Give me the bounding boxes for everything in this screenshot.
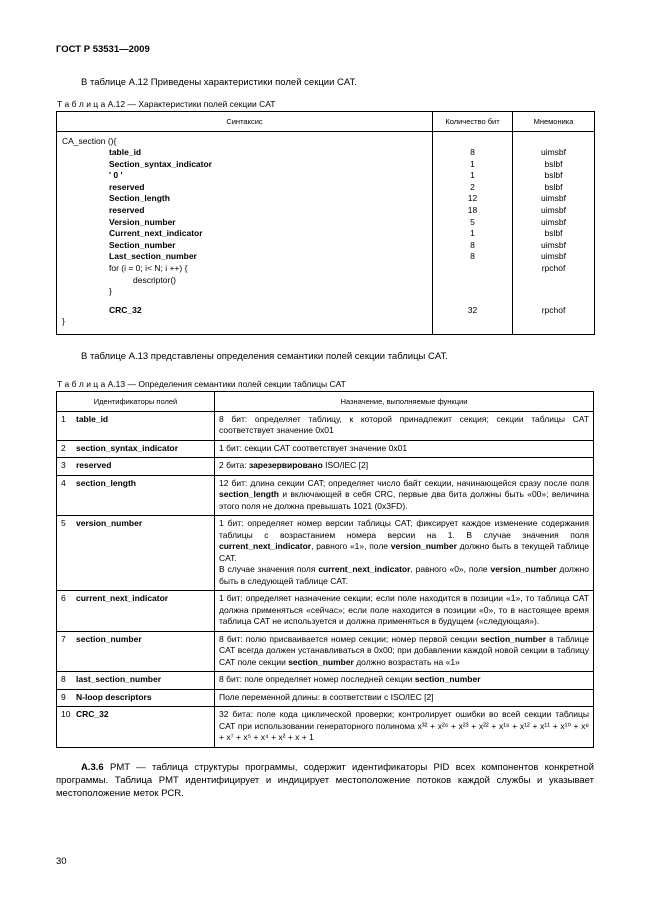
field-name: table_id bbox=[76, 413, 109, 424]
description-cell: 2 бита: зарезервировано ISO/IEC [2] bbox=[215, 458, 594, 476]
bits-cell bbox=[433, 286, 513, 298]
syntax-cell: reserved bbox=[109, 205, 145, 216]
bits-cell: 12 bbox=[433, 193, 513, 205]
mnemonic-cell: uimsbf bbox=[513, 251, 595, 263]
description-cell: 8 бит: полю присваивается номер секции; номер первой секции section_number в таблице CAT всегда должен устанавливаться в 0x00; при добавлении каждой новой секции в таблицу CAT поле секции section_number должно возрастать на «1» bbox=[215, 631, 594, 672]
column-header-function: Назначение, выполняемые функции bbox=[215, 391, 594, 411]
syntax-cell: table_id bbox=[109, 147, 142, 158]
table-a12-header-row bbox=[57, 111, 595, 131]
page-number: 30 bbox=[56, 856, 67, 867]
row-number: 9 bbox=[61, 691, 66, 702]
table-row bbox=[57, 205, 595, 217]
field-name-cell bbox=[57, 411, 215, 440]
field-name-cell bbox=[57, 458, 215, 476]
table-a13-header-row bbox=[57, 391, 594, 411]
table-row bbox=[57, 263, 595, 275]
row-number: 8 bbox=[61, 674, 66, 684]
field-name-cell bbox=[57, 475, 215, 516]
mnemonic-cell: rpchof bbox=[513, 263, 595, 275]
field-name: section_length bbox=[76, 477, 136, 488]
syntax-cell: descriptor() bbox=[133, 274, 176, 285]
mnemonic-cell: uimsbf bbox=[513, 240, 595, 252]
bits-cell: 5 bbox=[433, 217, 513, 229]
syntax-cell: Section_length bbox=[109, 193, 170, 204]
syntax-cell: } bbox=[62, 316, 65, 327]
mnemonic-cell bbox=[513, 275, 595, 287]
field-name: CRC_32 bbox=[76, 709, 109, 719]
bits-cell bbox=[433, 131, 513, 147]
field-name: version_number bbox=[76, 518, 143, 528]
field-name-cell bbox=[57, 591, 215, 632]
doc-number: ГОСТ Р 53531—2009 bbox=[56, 44, 150, 55]
table-row bbox=[57, 591, 594, 632]
intro-paragraph-a12: В таблице А.12 Приведены характеристики полей секции CAT. bbox=[81, 77, 357, 88]
syntax-cell: Current_next_indicator bbox=[109, 228, 203, 239]
description-cell: 1 бит: определяет номер версии таблицы CAT; фиксирует каждое изменение содержания таблицы с возрастанием номера версии на 1. В случае значения поля current_next_indicator, равного «1», поле version_number должно быть в текущей таблице CAT. В случае значения поля current_next_indicator, равного «0», поле version_number должно быть в следующей таблице CAT. bbox=[215, 516, 594, 591]
table-row bbox=[57, 193, 595, 205]
table-row bbox=[57, 689, 594, 707]
mnemonic-cell: bslbf bbox=[513, 228, 595, 240]
field-name: last_section_number bbox=[76, 674, 162, 684]
table-row bbox=[57, 516, 594, 591]
clause-a36-paragraph: А.3.6 PMT — таблица структуры программы, содержит идентификаторы PID всех компонентов конкретной программы. Таблица PMT идентифицирует и индицирует местоположение потоков каждой службы и указывает местоположение меток PCR. bbox=[56, 761, 594, 799]
table-row bbox=[57, 286, 595, 298]
field-name-cell bbox=[57, 516, 215, 591]
table-row bbox=[57, 672, 594, 690]
field-name: section_number bbox=[76, 633, 142, 644]
syntax-cell: CA_section (){ bbox=[62, 135, 117, 146]
table-row bbox=[57, 147, 595, 159]
bits-cell: 1 bbox=[433, 170, 513, 182]
syntax-cell: ' 0 ' bbox=[109, 170, 123, 181]
row-number: 5 bbox=[61, 518, 66, 528]
syntax-cell: reserved bbox=[109, 181, 145, 192]
field-name-cell bbox=[57, 689, 215, 707]
mnemonic-cell bbox=[513, 131, 595, 147]
table-row bbox=[57, 631, 594, 672]
description-cell: 8 бит: поле определяет номер последней секции section_number bbox=[215, 672, 594, 690]
mnemonic-cell: rpchof bbox=[513, 298, 595, 317]
table-row bbox=[57, 240, 595, 252]
description-cell: 1 бит: определяет назначение секции; если поле находится в позиции «1», то таблица CAT должна применяться «сейчас»; если поле находится в позиции «0», то в настоящее время таблица CAT не используется и должна применяться в будущем («следующая»). bbox=[215, 591, 594, 632]
row-number: 4 bbox=[61, 477, 66, 488]
field-name-cell bbox=[57, 631, 215, 672]
bits-cell bbox=[433, 316, 513, 334]
mnemonic-cell: uimsbf bbox=[513, 147, 595, 159]
description-cell: 1 бит: секции CAT соответствует значение 0x01 bbox=[215, 440, 594, 458]
column-header-syntax: Синтаксис bbox=[57, 111, 433, 131]
syntax-cell: Version_number bbox=[109, 216, 176, 227]
field-name: N-loop descriptors bbox=[76, 691, 152, 702]
table-row bbox=[57, 411, 594, 440]
bits-cell: 1 bbox=[433, 228, 513, 240]
intro-paragraph-a13: В таблице А.13 представлены определения семантики полей секции таблицы CAT. bbox=[81, 351, 448, 362]
table-row bbox=[57, 316, 595, 334]
table-row bbox=[57, 217, 595, 229]
mnemonic-cell: bslbf bbox=[513, 170, 595, 182]
field-name: reserved bbox=[76, 460, 112, 470]
row-number: 1 bbox=[61, 413, 66, 424]
row-number: 2 bbox=[61, 442, 66, 453]
mnemonic-cell: uimsbf bbox=[513, 193, 595, 205]
table-row bbox=[57, 440, 594, 458]
mnemonic-cell: uimsbf bbox=[513, 205, 595, 217]
mnemonic-cell: bslbf bbox=[513, 159, 595, 171]
row-number: 6 bbox=[61, 593, 66, 603]
table-row bbox=[57, 251, 595, 263]
table-row bbox=[57, 298, 595, 317]
bits-cell: 8 bbox=[433, 147, 513, 159]
field-name-cell bbox=[57, 672, 215, 690]
bits-cell: 8 bbox=[433, 251, 513, 263]
mnemonic-cell: bslbf bbox=[513, 182, 595, 194]
table-row bbox=[57, 170, 595, 182]
column-header-field-ids: Идентификаторы полей bbox=[57, 391, 215, 411]
field-name-cell bbox=[57, 707, 215, 748]
bits-cell: 8 bbox=[433, 240, 513, 252]
syntax-cell: } bbox=[109, 286, 112, 297]
table-a13 bbox=[56, 391, 594, 748]
bits-cell: 1 bbox=[433, 159, 513, 171]
syntax-cell: Section_number bbox=[109, 239, 176, 250]
mnemonic-cell bbox=[513, 286, 595, 298]
syntax-cell: CRC_32 bbox=[109, 304, 142, 315]
bits-cell: 32 bbox=[433, 298, 513, 317]
table-row bbox=[57, 475, 594, 516]
description-cell: 8 бит: определяет таблицу, к которой принадлежит секция; секции таблицы CAT соответствует значение 0x01 bbox=[215, 411, 594, 440]
bits-cell: 18 bbox=[433, 205, 513, 217]
row-number: 7 bbox=[61, 633, 66, 644]
table-a12 bbox=[56, 111, 595, 336]
table-row bbox=[57, 275, 595, 287]
row-number: 10 bbox=[61, 709, 71, 719]
bits-cell bbox=[433, 275, 513, 287]
table-row bbox=[57, 228, 595, 240]
column-header-bits: Количество бит bbox=[433, 111, 513, 131]
bits-cell bbox=[433, 263, 513, 275]
table-row bbox=[57, 707, 594, 748]
table-row bbox=[57, 131, 595, 147]
mnemonic-cell: uimsbf bbox=[513, 217, 595, 229]
row-number: 3 bbox=[61, 460, 66, 470]
field-name: section_syntax_indicator bbox=[76, 442, 179, 453]
syntax-cell: for (i = 0; i< N; i ++) { bbox=[109, 263, 188, 274]
table-a13-caption: Т а б л и ц а А.13 — Определения семантики полей секции таблицы CAT bbox=[57, 378, 346, 389]
field-name-cell bbox=[57, 440, 215, 458]
mnemonic-cell bbox=[513, 316, 595, 334]
description-cell: 12 бит: длина секции CAT; определяет число байт секции, начинающейся сразу после поля section_length и включающей в себя CRC, первые два бита должны быть «00»; величина этого поля не должна превышать 1021 (0x3FD). bbox=[215, 475, 594, 516]
syntax-cell: Last_section_number bbox=[109, 251, 197, 262]
bits-cell: 2 bbox=[433, 182, 513, 194]
table-row bbox=[57, 458, 594, 476]
field-name: current_next_indicator bbox=[76, 593, 169, 603]
table-a12-caption: Т а б л и ц а А.12 — Характеристики полей секции CAT bbox=[57, 98, 276, 109]
table-row bbox=[57, 182, 595, 194]
column-header-mnemonic: Мнемоника bbox=[513, 111, 595, 131]
syntax-cell: Section_syntax_indicator bbox=[109, 158, 212, 169]
description-cell: Поле переменной длины: в соответствии с ISO/IEC [2] bbox=[215, 689, 594, 707]
description-cell: 32 бита: поле кода циклической проверки; контролирует ошибки во всей секции таблицы CAT при использовании генераторного полинома x³² + x²⁶ + x²³ + x²² + x¹⁶ + x¹² + x¹¹ + x¹⁰ + x⁸ + x⁷ + x⁵ + x⁴ + x² + x + 1 bbox=[215, 707, 594, 748]
table-row bbox=[57, 159, 595, 171]
